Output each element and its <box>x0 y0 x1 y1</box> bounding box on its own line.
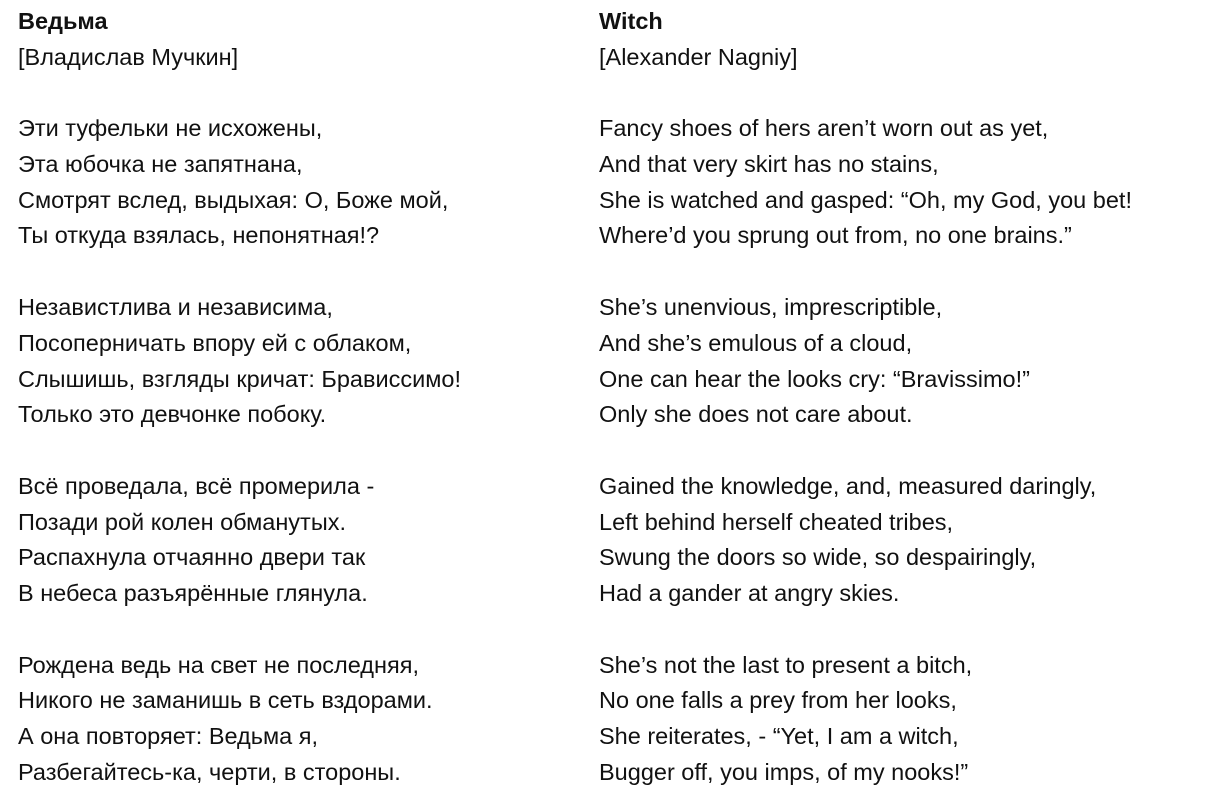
translation-line: Only she does not care about. <box>599 401 913 428</box>
translation-line: Bugger off, you imps, of my nooks!” <box>599 758 969 785</box>
original-poem-title: Ведьма <box>18 8 108 34</box>
original-line: Слышишь, взгляды кричат: Брависсимо! <box>18 365 461 392</box>
translation-poem-author: [Alexander Nagniy] <box>599 43 798 70</box>
translation-stanza-3 <box>599 469 1211 612</box>
original-line: Смотрят вслед, выдыхая: О, Боже мой, <box>18 186 449 213</box>
translation-poem-title: Witch <box>599 8 663 34</box>
translation-line: She reiterates, - “Yet, I am a witch, <box>599 723 959 749</box>
original-stanza-4 <box>18 648 578 791</box>
translation-line: One can hear the looks cry: “Bravissimo!” <box>599 365 1030 392</box>
original-line: Независтлива и независима, <box>18 294 333 321</box>
translation-line: And she’s emulous of a cloud, <box>599 329 913 356</box>
translation-line: No one falls a prey from her looks, <box>599 687 957 714</box>
translation-line: Fancy shoes of hers aren’t worn out as yet, <box>599 115 1049 142</box>
original-stanza-2 <box>18 290 578 433</box>
original-line: Эта юбочка не запятнана, <box>18 151 303 178</box>
original-line: Никого не заманишь в сеть вздорами. <box>18 687 433 714</box>
original-line: В небеса разъярённые глянула. <box>18 579 368 606</box>
translation-line: She’s unenvious, imprescriptible, <box>599 294 943 321</box>
original-line: Распахнула отчаянно двери так <box>18 544 366 571</box>
original-line: Только это девчонке побоку. <box>18 401 327 428</box>
translation-stanza-2 <box>599 290 1211 433</box>
translation-stanza-4 <box>599 648 1211 791</box>
translation-line: And that very skirt has no stains, <box>599 151 939 178</box>
original-poem-author: [Владислав Мучкин] <box>18 43 239 70</box>
original-poem-column <box>18 4 578 790</box>
translation-line: Had a gander at angry skies. <box>599 579 900 606</box>
translation-line: Gained the knowledge, and, measured daringly, <box>599 472 1097 499</box>
original-line: Позади рой колен обманутых. <box>18 508 346 535</box>
translation-line: Where’d you sprung out from, no one brains.” <box>599 222 1072 249</box>
original-line: Всё проведала, всё промерила - <box>18 472 375 499</box>
translation-line: She is watched and gasped: “Oh, my God, you bet! <box>599 186 1132 213</box>
original-stanza-3 <box>18 469 578 612</box>
original-line: Посоперничать впору ей с облаком, <box>18 329 412 356</box>
original-stanza-1 <box>18 111 578 254</box>
translation-line: She’s not the last to present a bitch, <box>599 651 973 678</box>
original-line: Разбегайтесь-ка, черти, в стороны. <box>18 758 401 785</box>
original-line: Рождена ведь на свет не последняя, <box>18 651 419 678</box>
translation-line: Swung the doors so wide, so despairingly, <box>599 544 1037 571</box>
original-line: Эти туфельки не исхожены, <box>18 115 323 142</box>
translation-line: Left behind herself cheated tribes, <box>599 508 954 535</box>
translation-poem-column <box>599 4 1211 790</box>
translation-stanza-1 <box>599 111 1211 254</box>
original-line: Ты откуда взялась, непонятная!? <box>18 222 380 249</box>
original-line: А она повторяет: Ведьма я, <box>18 723 319 749</box>
